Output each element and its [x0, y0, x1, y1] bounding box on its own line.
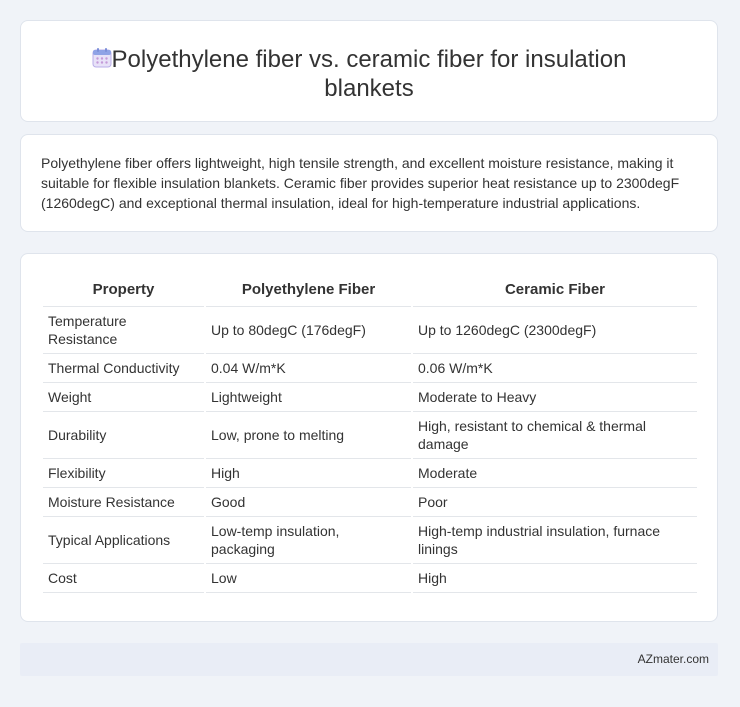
- row-ceramic-value: 0.06 W/m*K: [412, 354, 697, 383]
- row-ceramic-value: Poor: [412, 488, 697, 517]
- row-polyethylene-value: Low, prone to melting: [205, 412, 412, 459]
- column-header-polyethylene: Polyethylene Fiber: [205, 273, 412, 307]
- table-row: [43, 459, 697, 488]
- row-polyethylene-value: Up to 80degC (176degF): [205, 307, 412, 354]
- row-polyethylene-value: High: [205, 459, 412, 488]
- row-property: Cost: [43, 564, 205, 593]
- table-row: [43, 383, 697, 412]
- row-polyethylene-value: Lightweight: [205, 383, 412, 412]
- table-row: [43, 488, 697, 517]
- row-property: Moisture Resistance: [43, 488, 205, 517]
- row-property: Durability: [43, 412, 205, 459]
- comparison-table-card: [20, 253, 718, 622]
- row-property: Flexibility: [43, 459, 205, 488]
- row-property: Temperature Resistance: [43, 307, 205, 354]
- summary-text: Polyethylene fiber offers lightweight, high tensile strength, and excellent moisture resistance, making it suitable for flexible insulation blankets. Ceramic fiber provides superior heat resistance up to 2300degF (1260degC) and exceptional thermal insulation, ideal for high-temperature industrial applications.: [41, 155, 680, 211]
- row-ceramic-value: High-temp industrial insulation, furnace linings: [412, 517, 697, 564]
- table-row: [43, 564, 697, 593]
- footer-site-name: AZmater.com: [637, 652, 709, 666]
- row-property: Thermal Conductivity: [43, 354, 205, 383]
- column-header-property: Property: [43, 273, 205, 307]
- table-row: [43, 307, 697, 354]
- table-header-row: [43, 273, 697, 307]
- row-polyethylene-value: Low: [205, 564, 412, 593]
- table-row: [43, 517, 697, 564]
- footer-bar: [20, 643, 718, 676]
- row-ceramic-value: Moderate: [412, 459, 697, 488]
- row-property: Weight: [43, 383, 205, 412]
- row-ceramic-value: High: [412, 564, 697, 593]
- row-polyethylene-value: 0.04 W/m*K: [205, 354, 412, 383]
- column-header-ceramic: Ceramic Fiber: [412, 273, 697, 307]
- row-property: Typical Applications: [43, 517, 205, 564]
- page-title: Polyethylene fiber vs. ceramic fiber for insulation blankets: [111, 46, 627, 102]
- row-ceramic-value: Moderate to Heavy: [412, 383, 697, 412]
- row-ceramic-value: High, resistant to chemical & thermal damage: [412, 412, 697, 459]
- row-ceramic-value: Up to 1260degC (2300degF): [412, 307, 697, 354]
- table-row: [43, 354, 697, 383]
- row-polyethylene-value: Good: [205, 488, 412, 517]
- comparison-table: [43, 273, 697, 593]
- summary-card: [20, 134, 718, 232]
- title-card: [20, 20, 718, 122]
- row-polyethylene-value: Low-temp insulation, packaging: [205, 517, 412, 564]
- table-row: [43, 412, 697, 459]
